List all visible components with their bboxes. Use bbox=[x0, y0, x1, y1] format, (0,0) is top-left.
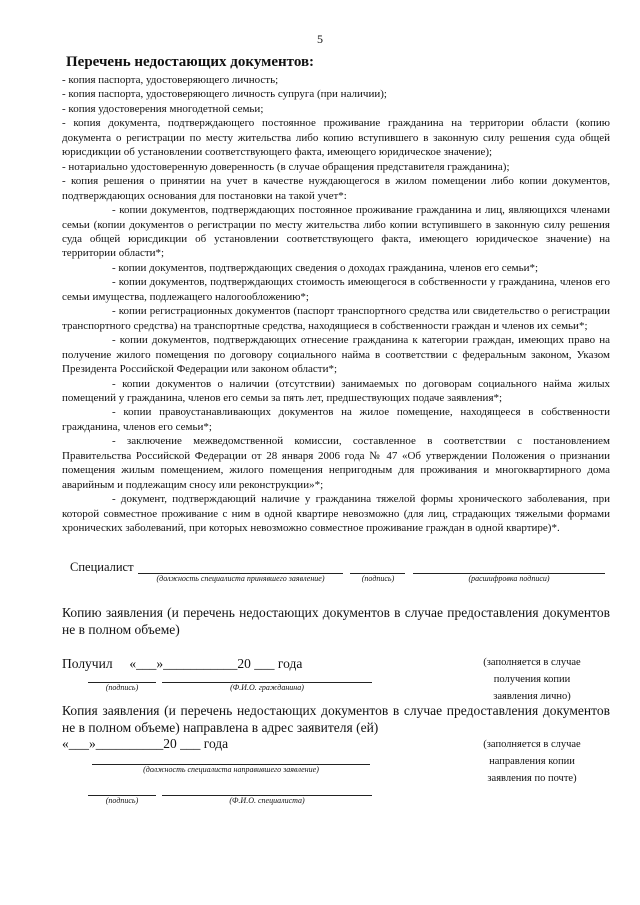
list-item: - нотариально удостоверенную доверенность (в случае обращения представителя гражданина); bbox=[62, 160, 510, 173]
received-name-caption: (Ф.И.О. гражданина) bbox=[230, 683, 304, 692]
received-note-line: получения копии bbox=[493, 674, 571, 685]
list-item: - копия документа, подтверждающего постоянное проживание гражданина на территории области (копию документа о регистрации по месту жительства либо копию вступившего в законную силу решения суда общей юрисдикции об установлении соответствующего факта, имеющего юридическое значение); bbox=[62, 117, 610, 159]
sent-note: Копия заявления (и перечень недостающих документов в случае предоставления документов не в полном объеме) направлена в адрес заявителя (ей) bbox=[62, 703, 610, 735]
sent-position-line[interactable] bbox=[92, 752, 370, 765]
list-item: - копия решения о принятии на учет в качестве нуждающегося в жилом помещении либо копии документов, подтверждающих основания для постановки на такой учет*: bbox=[62, 175, 610, 202]
list-item: - заключение межведомственной комиссии, составленное в соответствии с постановлением Правительства Российской Федерации от 28 января 2006 года № 47 «Об утверждении Положения о признании помещения жилым помещением, жилого помещения непригодным для проживания и многоквартирного дома аварийным и подлежащим сносу или реконструкции»*; bbox=[62, 435, 610, 491]
sent-signature-line[interactable] bbox=[88, 783, 156, 796]
list-item: - копия паспорта, удостоверяющего личность супруга (при наличии); bbox=[62, 88, 387, 101]
sent-note-line: заявления по почте) bbox=[487, 773, 577, 784]
received-note-line: заявления лично) bbox=[493, 691, 571, 702]
received-signature-line[interactable] bbox=[88, 672, 156, 683]
missing-documents-heading: Перечень недостающих документов: bbox=[66, 54, 315, 70]
specialist-label: Специалист bbox=[70, 560, 134, 574]
list-item: - копии документов, подтверждающих отнесение гражданина к категории граждан, имеющих право на получение жилого помещения по договору социального найма в соответствии с федеральным законом, Указом Президента Российской Федерации или законом области*; bbox=[62, 334, 610, 376]
specialist-decoding-caption: (расшифровка подписи) bbox=[468, 574, 550, 583]
list-item: - копия удостоверения многодетной семьи; bbox=[62, 102, 264, 115]
list-item: - копии документов, подтверждающих стоимость имеющегося в собственности у гражданина, членов его семьи имущества, подлежащего налогообложению*; bbox=[62, 276, 610, 303]
specialist-signature-line[interactable] bbox=[350, 560, 405, 574]
sent-signature-caption: (подпись) bbox=[105, 796, 139, 805]
received-note-line: (заполняется в случае bbox=[483, 657, 581, 668]
specialist-decoding-line[interactable] bbox=[413, 560, 605, 574]
list-item: - копия паспорта, удостоверяющего личность; bbox=[62, 74, 279, 86]
received-date: Получил «___»___________20 ___ года bbox=[62, 656, 303, 671]
list-item: - копии документов, подтверждающих сведения о доходах гражданина, членов его семьи*; bbox=[112, 261, 539, 274]
specialist-position-line[interactable] bbox=[138, 560, 343, 574]
page-number: 5 bbox=[317, 32, 323, 46]
list-item: - копии правоустанавливающих документов на жилое помещение, находящееся в собственности гражданина, членов его семьи*; bbox=[62, 406, 610, 433]
copy-note: Копию заявления (и перечень недостающих документов в случае предоставления документов не в полном объеме) bbox=[62, 605, 610, 637]
sent-name-line[interactable] bbox=[162, 783, 372, 796]
sent-note-aside bbox=[452, 736, 612, 787]
sent-name-caption: (Ф.И.О. специалиста) bbox=[229, 796, 305, 805]
specialist-signature-caption: (подпись) bbox=[361, 574, 395, 583]
received-note bbox=[452, 654, 612, 705]
list-item: - копии документов, подтверждающих постоянное проживание гражданина и лиц, являющихся членами семьи (копии документов о регистрации по месту жительства либо копии вступившего в законную силу решения суда общей юрисдикции об установлении соответствующего факта, имеющего юридическое значение) на территории области*; bbox=[62, 204, 610, 260]
sent-position-caption: (должность специалиста направившего заявление) bbox=[143, 765, 319, 774]
sent-note-line: направления копии bbox=[489, 756, 575, 767]
received-signature-caption: (подпись) bbox=[105, 683, 139, 692]
list-item: - копии регистрационных документов (паспорт транспортного средства или свидетельство о регистрации транспортного средства) на транспортные средства, находящиеся в собственности граждан и членов их семьи*; bbox=[62, 305, 610, 332]
list-item: - документ, подтверждающий наличие у гражданина тяжелой формы хронического заболевания, при которой совместное проживание с ним в одной квартире невозможно (для лиц, страдающих тяжелыми формами хронических заболеваний, при которых невозможно совместное проживание граждан в одной квартире)*. bbox=[62, 493, 610, 535]
missing-documents-list bbox=[62, 73, 610, 536]
sent-date: «___»__________20 ___ года bbox=[62, 736, 229, 751]
specialist-position-caption: (должность специалиста принявшего заявление) bbox=[156, 574, 325, 583]
received-name-line[interactable] bbox=[162, 672, 372, 683]
sent-note-line: (заполняется в случае bbox=[483, 739, 581, 750]
list-item: - копии документов о наличии (отсутствии) занимаемых по договорам социального найма жилых помещений у гражданина, членов его семьи за пять лет, предшествующих подаче заявления*; bbox=[62, 377, 610, 404]
